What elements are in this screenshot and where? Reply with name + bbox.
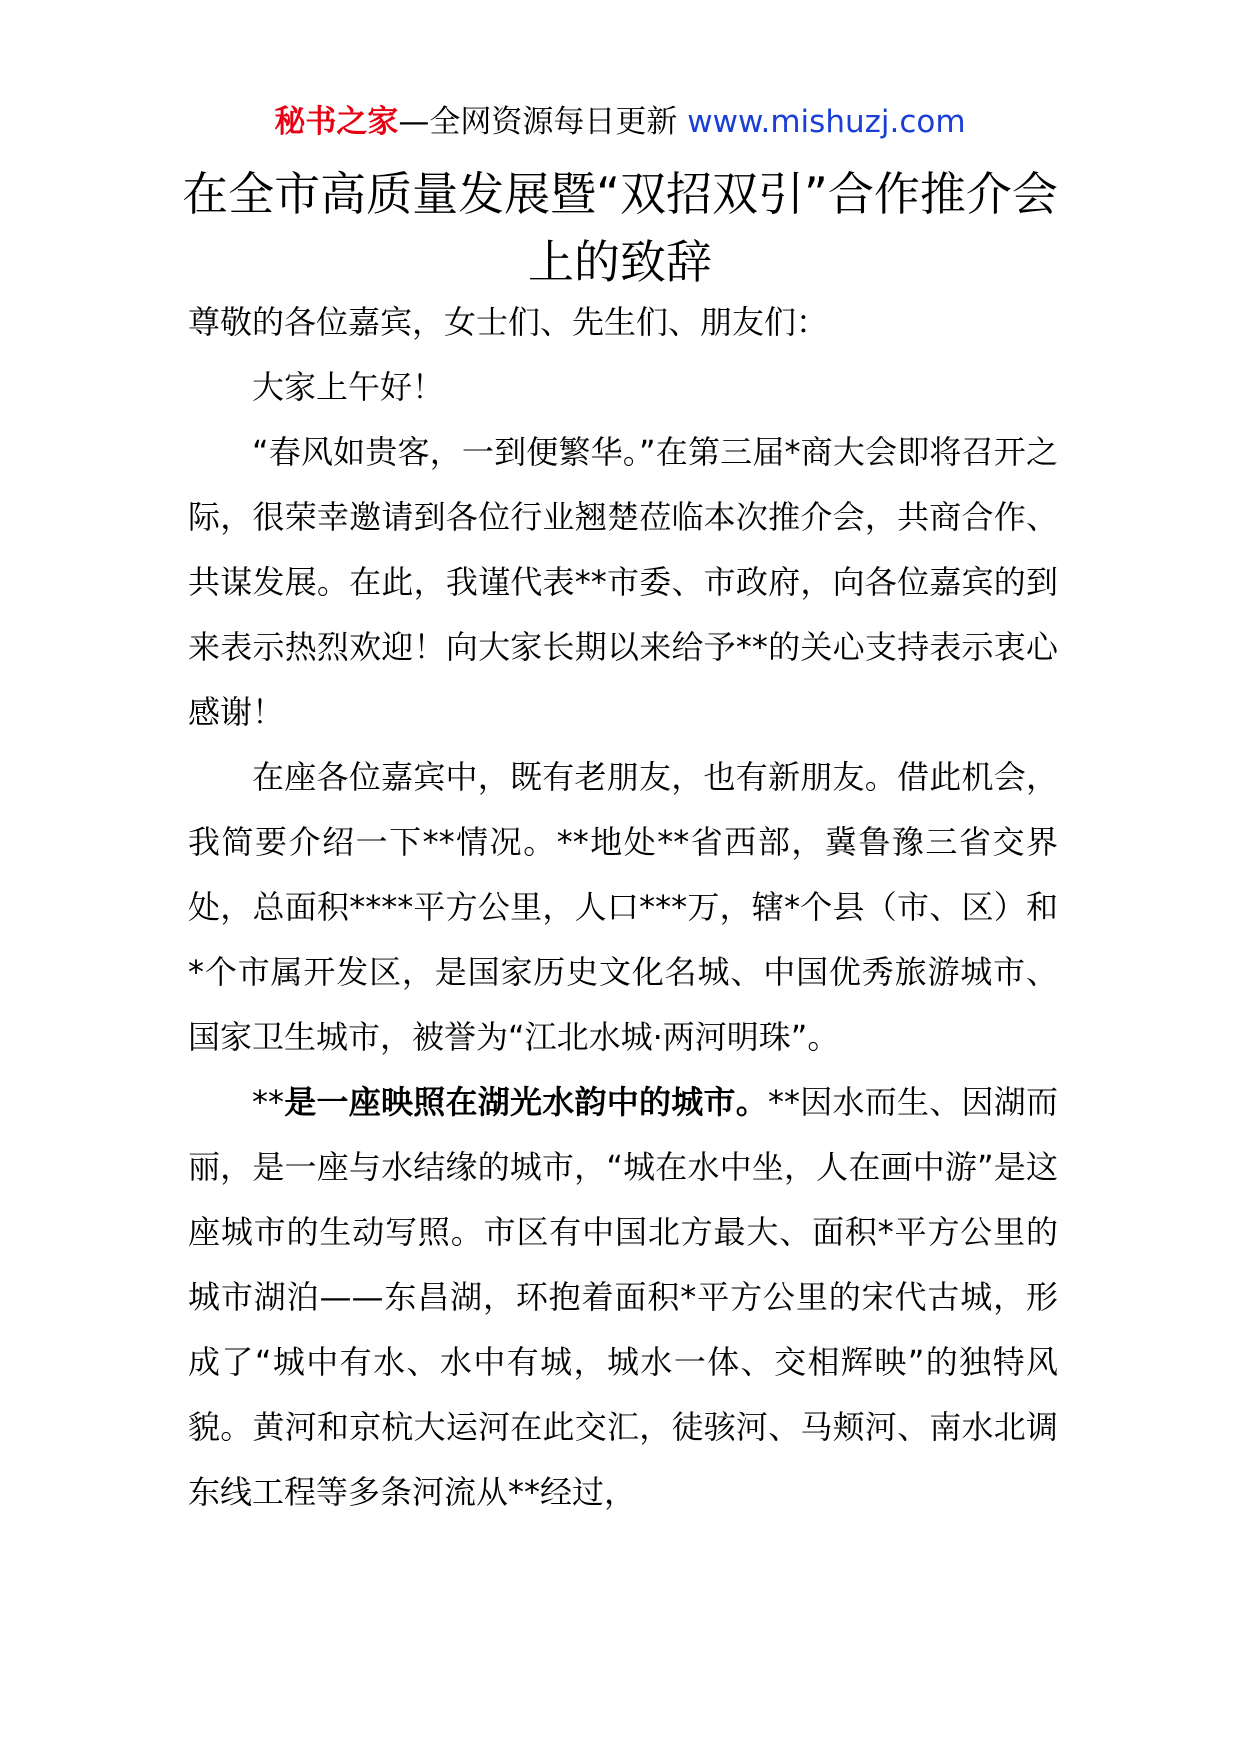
paragraph: “春风如贵客，一到便繁华。”在第三届*商大会即将召开之际，很荣幸邀请到各位行业翘楚莅临本次推介会，共商合作、共谋发展。在此，我谨代表**市委、市政府，向各位嘉宾的到来表示热烈欢迎！向大家长期以来给予**的关心支持表示衷心感谢！ [188,433,1058,731]
salutation: 尊敬的各位嘉宾，女士们、先生们、朋友们： [188,303,829,341]
site-header [0,100,1240,144]
site-url-link[interactable]: www.mishuzj.com [687,104,966,140]
greeting: 大家上午好！ [252,368,445,406]
document-body [188,290,1058,1525]
site-tagline: —全网资源每日更新 [398,104,688,140]
section-heading: 是一座映照在湖光水韵中的城市。 [284,1083,768,1121]
paragraph: 在座各位嘉宾中，既有老朋友，也有新朋友。借此机会，我简要介绍一下**情况。**地处**省西部，冀鲁豫三省交界处，总面积****平方公里，人口***万，辖*个县（市、区）和*个市属开发区，是国家历史文化名城、中国优秀旅游城市、国家卫生城市，被誉为“江北水城·两河明珠”。 [188,758,1058,1056]
site-brand: 秘书之家 [274,104,399,140]
section-body: **因水而生、因湖而丽，是一座与水结缘的城市，“城在水中坐，人在画中游”是这座城市的生动写照。市区有中国北方最大、面积*平方公里的城市湖泊——东昌湖，环抱着面积*平方公里的宋代古城，形成了“城中有水、水中有城，城水一体、交相辉映”的独特风貌。黄河和京杭大运河在此交汇，徒骇河、马颊河、南水北调东线工程等多条河流从**经过， [188,1083,1058,1511]
document-title: 在全市高质量发展暨“双招双引”合作推介会上的致辞 [182,167,1058,289]
section-paragraph [188,1070,1058,1525]
section-lead: ** [252,1083,284,1121]
